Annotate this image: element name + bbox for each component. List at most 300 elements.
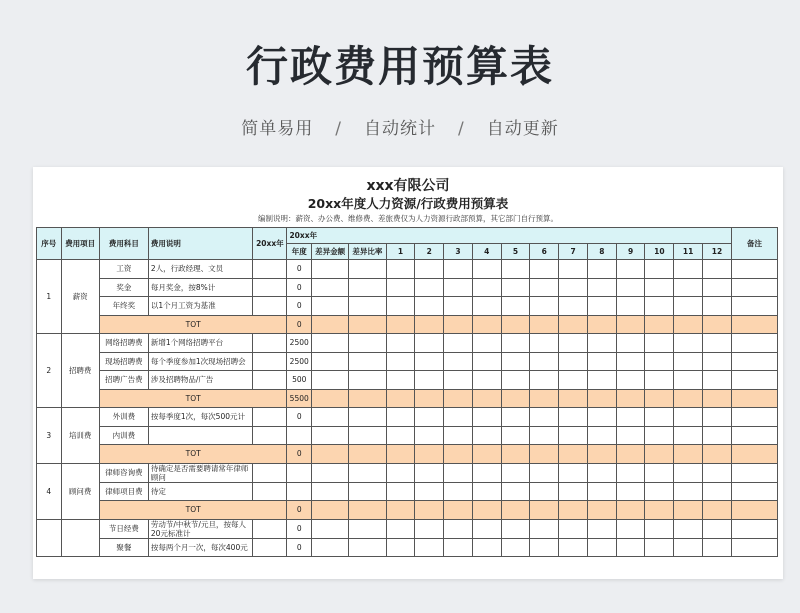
data-cell[interactable] <box>645 501 674 520</box>
annual-total[interactable]: 5500 <box>287 389 312 408</box>
data-cell[interactable] <box>731 389 777 408</box>
data-cell[interactable] <box>703 389 732 408</box>
data-cell[interactable] <box>587 371 616 390</box>
data-cell[interactable] <box>349 445 386 464</box>
data-cell[interactable] <box>703 334 732 353</box>
data-cell[interactable] <box>386 463 415 482</box>
data-cell[interactable] <box>645 482 674 501</box>
data-cell[interactable] <box>731 482 777 501</box>
project-cell[interactable]: 招聘费 <box>61 334 99 408</box>
data-cell[interactable] <box>559 334 588 353</box>
data-cell[interactable] <box>311 519 348 538</box>
data-cell[interactable] <box>444 519 473 538</box>
data-cell[interactable] <box>444 371 473 390</box>
data-cell[interactable] <box>444 389 473 408</box>
data-cell[interactable] <box>444 315 473 334</box>
data-cell[interactable] <box>703 445 732 464</box>
data-cell[interactable] <box>386 538 415 557</box>
data-cell[interactable] <box>645 519 674 538</box>
data-cell[interactable] <box>674 334 703 353</box>
data-cell[interactable] <box>311 334 348 353</box>
project-cell[interactable] <box>61 519 99 557</box>
data-cell[interactable] <box>415 408 444 427</box>
data-cell[interactable] <box>731 426 777 445</box>
annual-total[interactable]: 0 <box>287 315 312 334</box>
data-cell[interactable] <box>587 334 616 353</box>
data-cell[interactable] <box>501 408 530 427</box>
description-cell[interactable]: 待定 <box>148 482 252 501</box>
data-cell[interactable] <box>501 463 530 482</box>
total-label[interactable]: TOT <box>99 501 287 520</box>
data-cell[interactable] <box>616 482 645 501</box>
total-label[interactable]: TOT <box>99 389 287 408</box>
annual-total[interactable]: 0 <box>287 501 312 520</box>
data-cell[interactable] <box>349 334 386 353</box>
data-cell[interactable] <box>311 352 348 371</box>
data-cell[interactable] <box>530 260 559 279</box>
data-cell[interactable] <box>645 315 674 334</box>
data-cell[interactable] <box>311 463 348 482</box>
annual-cell[interactable]: 500 <box>287 371 312 390</box>
data-cell[interactable] <box>587 352 616 371</box>
annual-cell[interactable]: 0 <box>287 260 312 279</box>
data-cell[interactable] <box>415 371 444 390</box>
subject-cell[interactable]: 节日经费 <box>99 519 148 538</box>
annual-cell[interactable]: 0 <box>287 408 312 427</box>
data-cell[interactable] <box>530 315 559 334</box>
annual-cell[interactable] <box>287 426 312 445</box>
data-cell[interactable] <box>501 260 530 279</box>
data-cell[interactable] <box>444 538 473 557</box>
data-cell[interactable] <box>731 501 777 520</box>
data-cell[interactable] <box>559 315 588 334</box>
data-cell[interactable] <box>444 352 473 371</box>
data-cell[interactable] <box>311 297 348 316</box>
annual-cell[interactable]: 2500 <box>287 352 312 371</box>
data-cell[interactable] <box>674 408 703 427</box>
data-cell[interactable] <box>587 426 616 445</box>
description-cell[interactable]: 每个季度参加1次现场招聘会 <box>148 352 252 371</box>
data-cell[interactable] <box>311 389 348 408</box>
data-cell[interactable] <box>386 371 415 390</box>
year-cell[interactable] <box>253 463 287 482</box>
subject-cell[interactable]: 现场招聘费 <box>99 352 148 371</box>
data-cell[interactable] <box>616 278 645 297</box>
data-cell[interactable] <box>731 315 777 334</box>
data-cell[interactable] <box>559 482 588 501</box>
data-cell[interactable] <box>703 482 732 501</box>
subject-cell[interactable]: 奖金 <box>99 278 148 297</box>
year-cell[interactable] <box>253 334 287 353</box>
data-cell[interactable] <box>444 463 473 482</box>
data-cell[interactable] <box>415 389 444 408</box>
data-cell[interactable] <box>703 501 732 520</box>
data-cell[interactable] <box>386 389 415 408</box>
data-cell[interactable] <box>472 501 501 520</box>
data-cell[interactable] <box>444 501 473 520</box>
data-cell[interactable] <box>501 482 530 501</box>
data-cell[interactable] <box>386 278 415 297</box>
data-cell[interactable] <box>530 297 559 316</box>
data-cell[interactable] <box>415 260 444 279</box>
data-cell[interactable] <box>444 297 473 316</box>
data-cell[interactable] <box>530 334 559 353</box>
subject-cell[interactable]: 年终奖 <box>99 297 148 316</box>
data-cell[interactable] <box>645 389 674 408</box>
data-cell[interactable] <box>703 426 732 445</box>
annual-cell[interactable] <box>287 482 312 501</box>
data-cell[interactable] <box>559 463 588 482</box>
data-cell[interactable] <box>386 297 415 316</box>
data-cell[interactable] <box>530 278 559 297</box>
data-cell[interactable] <box>386 501 415 520</box>
year-cell[interactable] <box>253 352 287 371</box>
data-cell[interactable] <box>472 408 501 427</box>
data-cell[interactable] <box>349 463 386 482</box>
data-cell[interactable] <box>674 260 703 279</box>
data-cell[interactable] <box>731 334 777 353</box>
data-cell[interactable] <box>559 389 588 408</box>
annual-cell[interactable]: 2500 <box>287 334 312 353</box>
data-cell[interactable] <box>674 445 703 464</box>
data-cell[interactable] <box>587 445 616 464</box>
data-cell[interactable] <box>472 426 501 445</box>
data-cell[interactable] <box>559 371 588 390</box>
year-cell[interactable] <box>253 408 287 427</box>
data-cell[interactable] <box>415 482 444 501</box>
data-cell[interactable] <box>674 297 703 316</box>
data-cell[interactable] <box>349 538 386 557</box>
data-cell[interactable] <box>386 260 415 279</box>
data-cell[interactable] <box>501 519 530 538</box>
data-cell[interactable] <box>349 371 386 390</box>
data-cell[interactable] <box>444 260 473 279</box>
data-cell[interactable] <box>703 408 732 427</box>
data-cell[interactable] <box>616 445 645 464</box>
data-cell[interactable] <box>311 426 348 445</box>
data-cell[interactable] <box>349 501 386 520</box>
data-cell[interactable] <box>311 538 348 557</box>
year-cell[interactable] <box>253 519 287 538</box>
data-cell[interactable] <box>501 445 530 464</box>
description-cell[interactable]: 劳动节/中秋节/元旦，按每人20元标准计 <box>148 519 252 538</box>
data-cell[interactable] <box>645 297 674 316</box>
data-cell[interactable] <box>444 334 473 353</box>
data-cell[interactable] <box>703 278 732 297</box>
data-cell[interactable] <box>415 315 444 334</box>
project-cell[interactable]: 培训费 <box>61 408 99 464</box>
data-cell[interactable] <box>472 538 501 557</box>
data-cell[interactable] <box>349 297 386 316</box>
data-cell[interactable] <box>731 445 777 464</box>
data-cell[interactable] <box>472 371 501 390</box>
data-cell[interactable] <box>349 408 386 427</box>
annual-cell[interactable]: 0 <box>287 519 312 538</box>
data-cell[interactable] <box>674 463 703 482</box>
data-cell[interactable] <box>444 445 473 464</box>
data-cell[interactable] <box>559 519 588 538</box>
data-cell[interactable] <box>559 426 588 445</box>
annual-cell[interactable] <box>287 463 312 482</box>
data-cell[interactable] <box>311 371 348 390</box>
data-cell[interactable] <box>731 371 777 390</box>
data-cell[interactable] <box>530 482 559 501</box>
data-cell[interactable] <box>501 371 530 390</box>
data-cell[interactable] <box>530 463 559 482</box>
data-cell[interactable] <box>415 519 444 538</box>
data-cell[interactable] <box>587 538 616 557</box>
data-cell[interactable] <box>703 538 732 557</box>
data-cell[interactable] <box>530 501 559 520</box>
data-cell[interactable] <box>415 463 444 482</box>
data-cell[interactable] <box>444 426 473 445</box>
data-cell[interactable] <box>349 352 386 371</box>
data-cell[interactable] <box>645 426 674 445</box>
data-cell[interactable] <box>415 445 444 464</box>
data-cell[interactable] <box>731 463 777 482</box>
data-cell[interactable] <box>645 371 674 390</box>
seq-cell[interactable]: 4 <box>37 463 62 519</box>
data-cell[interactable] <box>472 334 501 353</box>
data-cell[interactable] <box>616 260 645 279</box>
subject-cell[interactable]: 律师咨询费 <box>99 463 148 482</box>
seq-cell[interactable] <box>37 519 62 557</box>
subject-cell[interactable]: 外训费 <box>99 408 148 427</box>
subject-cell[interactable]: 律师项目费 <box>99 482 148 501</box>
data-cell[interactable] <box>386 426 415 445</box>
year-cell[interactable] <box>253 260 287 279</box>
data-cell[interactable] <box>674 278 703 297</box>
data-cell[interactable] <box>731 297 777 316</box>
data-cell[interactable] <box>645 278 674 297</box>
data-cell[interactable] <box>444 278 473 297</box>
data-cell[interactable] <box>645 538 674 557</box>
data-cell[interactable] <box>645 408 674 427</box>
data-cell[interactable] <box>587 408 616 427</box>
data-cell[interactable] <box>587 482 616 501</box>
subject-cell[interactable]: 聚餐 <box>99 538 148 557</box>
data-cell[interactable] <box>703 297 732 316</box>
data-cell[interactable] <box>731 538 777 557</box>
year-cell[interactable] <box>253 426 287 445</box>
subject-cell[interactable]: 工资 <box>99 260 148 279</box>
data-cell[interactable] <box>415 426 444 445</box>
data-cell[interactable] <box>415 297 444 316</box>
data-cell[interactable] <box>472 519 501 538</box>
data-cell[interactable] <box>311 260 348 279</box>
data-cell[interactable] <box>645 352 674 371</box>
data-cell[interactable] <box>731 408 777 427</box>
data-cell[interactable] <box>674 519 703 538</box>
data-cell[interactable] <box>415 501 444 520</box>
data-cell[interactable] <box>559 408 588 427</box>
data-cell[interactable] <box>703 352 732 371</box>
data-cell[interactable] <box>530 538 559 557</box>
total-label[interactable]: TOT <box>99 445 287 464</box>
data-cell[interactable] <box>559 297 588 316</box>
year-cell[interactable] <box>253 297 287 316</box>
data-cell[interactable] <box>616 501 645 520</box>
data-cell[interactable] <box>703 463 732 482</box>
year-cell[interactable] <box>253 278 287 297</box>
description-cell[interactable]: 2人，行政经理、文员 <box>148 260 252 279</box>
data-cell[interactable] <box>587 389 616 408</box>
data-cell[interactable] <box>349 260 386 279</box>
data-cell[interactable] <box>415 538 444 557</box>
data-cell[interactable] <box>444 408 473 427</box>
data-cell[interactable] <box>501 501 530 520</box>
data-cell[interactable] <box>530 371 559 390</box>
data-cell[interactable] <box>587 501 616 520</box>
data-cell[interactable] <box>311 315 348 334</box>
description-cell[interactable] <box>148 426 252 445</box>
data-cell[interactable] <box>415 334 444 353</box>
data-cell[interactable] <box>616 389 645 408</box>
data-cell[interactable] <box>559 501 588 520</box>
data-cell[interactable] <box>559 445 588 464</box>
data-cell[interactable] <box>415 278 444 297</box>
data-cell[interactable] <box>311 501 348 520</box>
data-cell[interactable] <box>616 519 645 538</box>
subject-cell[interactable]: 内训费 <box>99 426 148 445</box>
data-cell[interactable] <box>616 538 645 557</box>
description-cell[interactable]: 新增1个网络招聘平台 <box>148 334 252 353</box>
annual-total[interactable]: 0 <box>287 445 312 464</box>
data-cell[interactable] <box>386 352 415 371</box>
data-cell[interactable] <box>731 519 777 538</box>
data-cell[interactable] <box>472 278 501 297</box>
data-cell[interactable] <box>386 482 415 501</box>
data-cell[interactable] <box>349 389 386 408</box>
data-cell[interactable] <box>674 352 703 371</box>
data-cell[interactable] <box>674 482 703 501</box>
data-cell[interactable] <box>472 297 501 316</box>
data-cell[interactable] <box>674 538 703 557</box>
total-label[interactable]: TOT <box>99 315 287 334</box>
project-cell[interactable]: 薪资 <box>61 260 99 334</box>
seq-cell[interactable]: 1 <box>37 260 62 334</box>
data-cell[interactable] <box>530 519 559 538</box>
data-cell[interactable] <box>645 445 674 464</box>
data-cell[interactable] <box>530 352 559 371</box>
description-cell[interactable]: 涉及招聘物品/广告 <box>148 371 252 390</box>
data-cell[interactable] <box>530 408 559 427</box>
data-cell[interactable] <box>731 260 777 279</box>
data-cell[interactable] <box>674 389 703 408</box>
data-cell[interactable] <box>731 278 777 297</box>
project-cell[interactable]: 顾问费 <box>61 463 99 519</box>
data-cell[interactable] <box>311 482 348 501</box>
data-cell[interactable] <box>645 334 674 353</box>
data-cell[interactable] <box>674 315 703 334</box>
data-cell[interactable] <box>559 278 588 297</box>
data-cell[interactable] <box>386 408 415 427</box>
data-cell[interactable] <box>349 482 386 501</box>
data-cell[interactable] <box>349 315 386 334</box>
data-cell[interactable] <box>349 519 386 538</box>
year-cell[interactable] <box>253 482 287 501</box>
data-cell[interactable] <box>616 315 645 334</box>
data-cell[interactable] <box>559 538 588 557</box>
data-cell[interactable] <box>472 352 501 371</box>
data-cell[interactable] <box>674 371 703 390</box>
data-cell[interactable] <box>587 297 616 316</box>
description-cell[interactable]: 按每两个月一次，每次400元 <box>148 538 252 557</box>
year-cell[interactable] <box>253 371 287 390</box>
data-cell[interactable] <box>501 389 530 408</box>
data-cell[interactable] <box>616 297 645 316</box>
data-cell[interactable] <box>587 463 616 482</box>
description-cell[interactable]: 以1个月工资为基准 <box>148 297 252 316</box>
data-cell[interactable] <box>501 538 530 557</box>
data-cell[interactable] <box>616 371 645 390</box>
data-cell[interactable] <box>645 260 674 279</box>
data-cell[interactable] <box>501 352 530 371</box>
seq-cell[interactable]: 2 <box>37 334 62 408</box>
data-cell[interactable] <box>731 352 777 371</box>
data-cell[interactable] <box>559 352 588 371</box>
data-cell[interactable] <box>472 482 501 501</box>
description-cell[interactable]: 每月奖金，按8%计 <box>148 278 252 297</box>
data-cell[interactable] <box>386 445 415 464</box>
data-cell[interactable] <box>587 519 616 538</box>
data-cell[interactable] <box>349 278 386 297</box>
description-cell[interactable]: 按每季度1次，每次500元计 <box>148 408 252 427</box>
data-cell[interactable] <box>616 408 645 427</box>
data-cell[interactable] <box>587 278 616 297</box>
data-cell[interactable] <box>703 371 732 390</box>
data-cell[interactable] <box>645 463 674 482</box>
subject-cell[interactable]: 网络招聘费 <box>99 334 148 353</box>
data-cell[interactable] <box>530 389 559 408</box>
year-cell[interactable] <box>253 538 287 557</box>
data-cell[interactable] <box>587 315 616 334</box>
data-cell[interactable] <box>674 501 703 520</box>
data-cell[interactable] <box>415 352 444 371</box>
data-cell[interactable] <box>501 278 530 297</box>
annual-cell[interactable]: 0 <box>287 278 312 297</box>
data-cell[interactable] <box>386 315 415 334</box>
data-cell[interactable] <box>311 408 348 427</box>
data-cell[interactable] <box>472 463 501 482</box>
data-cell[interactable] <box>703 260 732 279</box>
data-cell[interactable] <box>311 278 348 297</box>
data-cell[interactable] <box>501 334 530 353</box>
annual-cell[interactable]: 0 <box>287 538 312 557</box>
data-cell[interactable] <box>616 352 645 371</box>
data-cell[interactable] <box>501 297 530 316</box>
data-cell[interactable] <box>311 445 348 464</box>
data-cell[interactable] <box>530 445 559 464</box>
data-cell[interactable] <box>501 315 530 334</box>
subject-cell[interactable]: 招聘广告费 <box>99 371 148 390</box>
data-cell[interactable] <box>703 519 732 538</box>
data-cell[interactable] <box>444 482 473 501</box>
data-cell[interactable] <box>530 426 559 445</box>
data-cell[interactable] <box>616 426 645 445</box>
seq-cell[interactable]: 3 <box>37 408 62 464</box>
data-cell[interactable] <box>559 260 588 279</box>
data-cell[interactable] <box>472 389 501 408</box>
data-cell[interactable] <box>472 260 501 279</box>
data-cell[interactable] <box>616 334 645 353</box>
data-cell[interactable] <box>501 426 530 445</box>
description-cell[interactable]: 待确定是否需要聘请常年律师顾问 <box>148 463 252 482</box>
data-cell[interactable] <box>674 426 703 445</box>
data-cell[interactable] <box>472 315 501 334</box>
data-cell[interactable] <box>349 426 386 445</box>
data-cell[interactable] <box>587 260 616 279</box>
